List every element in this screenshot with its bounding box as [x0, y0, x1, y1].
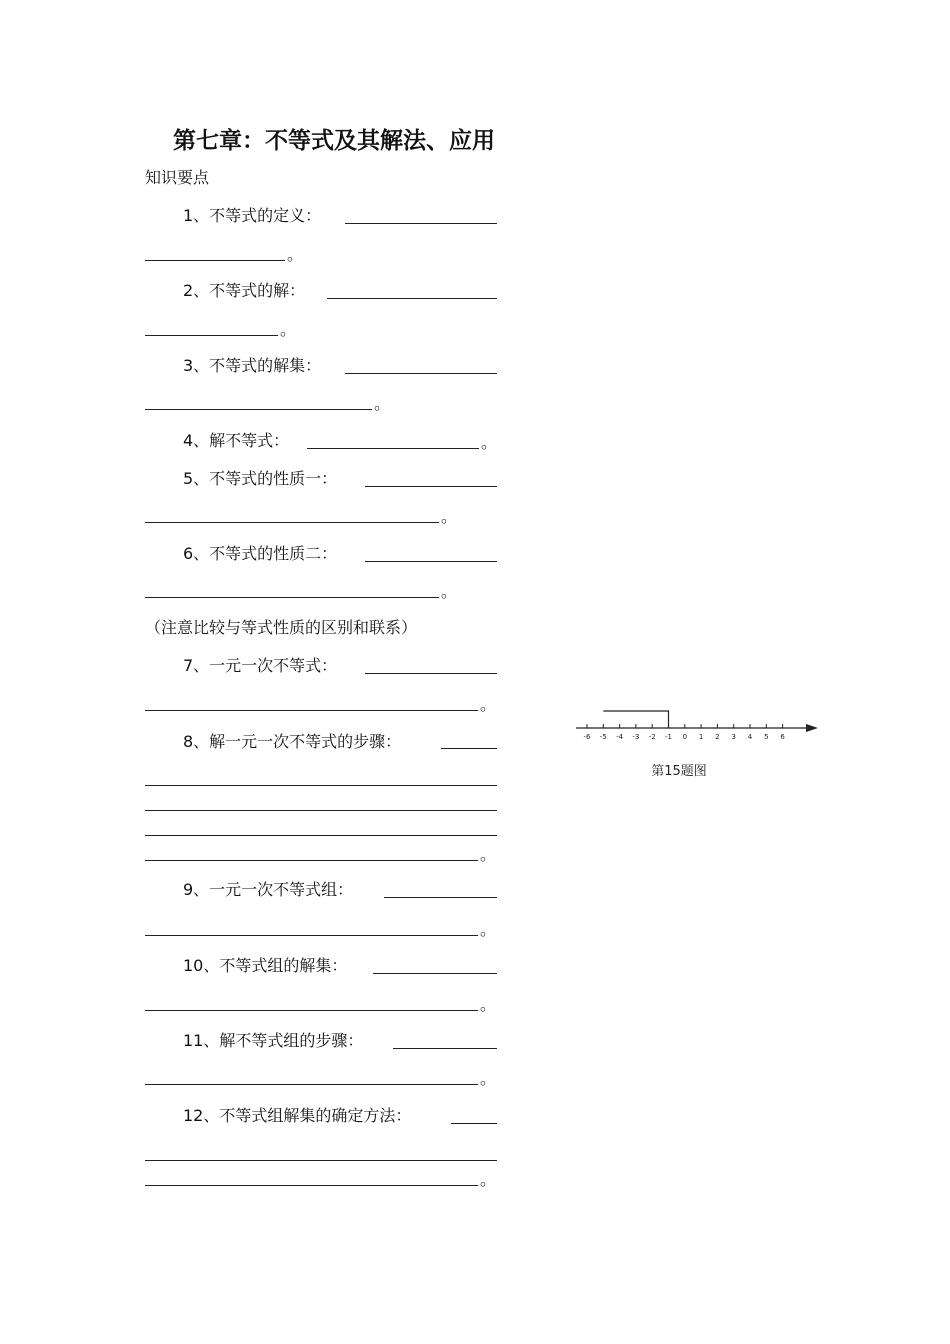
period-mark: 。	[480, 695, 497, 714]
number-line	[570, 700, 830, 790]
period-mark: 。	[480, 1170, 497, 1189]
arrow-icon	[806, 724, 818, 732]
period-mark: 。	[280, 320, 297, 339]
note-text: （注意比较与等式性质的区别和联系）	[145, 618, 418, 637]
answer-blank[interactable]	[145, 810, 497, 811]
tick-label: -2	[648, 733, 656, 741]
period-mark: 。	[480, 845, 497, 864]
answer-blank[interactable]	[145, 522, 439, 523]
tick-label: -5	[599, 733, 607, 741]
tick-label: -6	[583, 733, 591, 741]
answer-blank[interactable]	[365, 486, 497, 487]
section-heading: 知识要点	[145, 168, 210, 187]
figure-caption: 第15题图	[651, 764, 707, 779]
tick-label: 5	[764, 733, 769, 741]
answer-blank[interactable]	[145, 860, 478, 861]
answer-blank[interactable]	[345, 223, 497, 224]
answer-blank[interactable]	[384, 897, 497, 898]
item-label: 9、一元一次不等式组：	[183, 880, 354, 899]
answer-blank[interactable]	[145, 409, 372, 410]
tick-label: 3	[731, 733, 736, 741]
answer-blank[interactable]	[373, 973, 497, 974]
answer-blank[interactable]	[451, 1123, 497, 1124]
item-label: 4、解不等式：	[183, 431, 290, 450]
period-mark: 。	[441, 507, 458, 526]
answer-blank[interactable]	[145, 260, 285, 261]
item-label: 7、一元一次不等式：	[183, 656, 338, 675]
answer-blank[interactable]	[145, 1185, 478, 1186]
tick-label: -4	[616, 733, 624, 741]
answer-blank[interactable]	[145, 597, 439, 598]
answer-blank[interactable]	[145, 1010, 478, 1011]
answer-blank[interactable]	[145, 1160, 497, 1161]
tick-label: 0	[682, 733, 688, 741]
period-mark: 。	[287, 245, 304, 264]
item-label: 12、不等式组解集的确定方法：	[183, 1106, 412, 1125]
item-label: 6、不等式的性质二：	[183, 544, 338, 563]
answer-blank[interactable]	[145, 935, 478, 936]
tick-label: 4	[747, 733, 753, 741]
item-label: 8、解一元一次不等式的步骤：	[183, 732, 402, 751]
number-line-figure	[570, 700, 830, 790]
answer-blank[interactable]	[145, 785, 497, 786]
tick-label: 6	[780, 733, 785, 741]
item-label: 5、不等式的性质一：	[183, 469, 338, 488]
period-mark: 。	[374, 394, 391, 413]
tick-label: 2	[715, 733, 720, 741]
tick-label: 1	[698, 733, 704, 741]
tick-label: -1	[665, 733, 672, 741]
answer-blank[interactable]	[441, 748, 497, 749]
period-mark: 。	[480, 995, 497, 1014]
item-label: 10、不等式组的解集：	[183, 956, 348, 975]
answer-blank[interactable]	[307, 448, 479, 449]
answer-blank[interactable]	[145, 710, 478, 711]
item-label: 11、解不等式组的步骤：	[183, 1031, 364, 1050]
answer-blank[interactable]	[365, 673, 497, 674]
answer-blank[interactable]	[393, 1048, 497, 1049]
answer-blank[interactable]	[145, 1084, 478, 1085]
answer-blank[interactable]	[145, 835, 497, 836]
item-label: 2、不等式的解：	[183, 281, 306, 300]
tick-label: -3	[632, 733, 640, 741]
answer-blank[interactable]	[365, 561, 497, 562]
answer-blank[interactable]	[345, 373, 497, 374]
item-label: 1、不等式的定义：	[183, 206, 322, 225]
answer-blank[interactable]	[327, 298, 497, 299]
answer-blank[interactable]	[145, 335, 278, 336]
page-title: 第七章：不等式及其解法、应用	[173, 127, 495, 154]
period-mark: 。	[481, 433, 498, 452]
period-mark: 。	[480, 1069, 497, 1088]
period-mark: 。	[441, 582, 458, 601]
period-mark: 。	[480, 920, 497, 939]
item-label: 3、不等式的解集：	[183, 356, 322, 375]
